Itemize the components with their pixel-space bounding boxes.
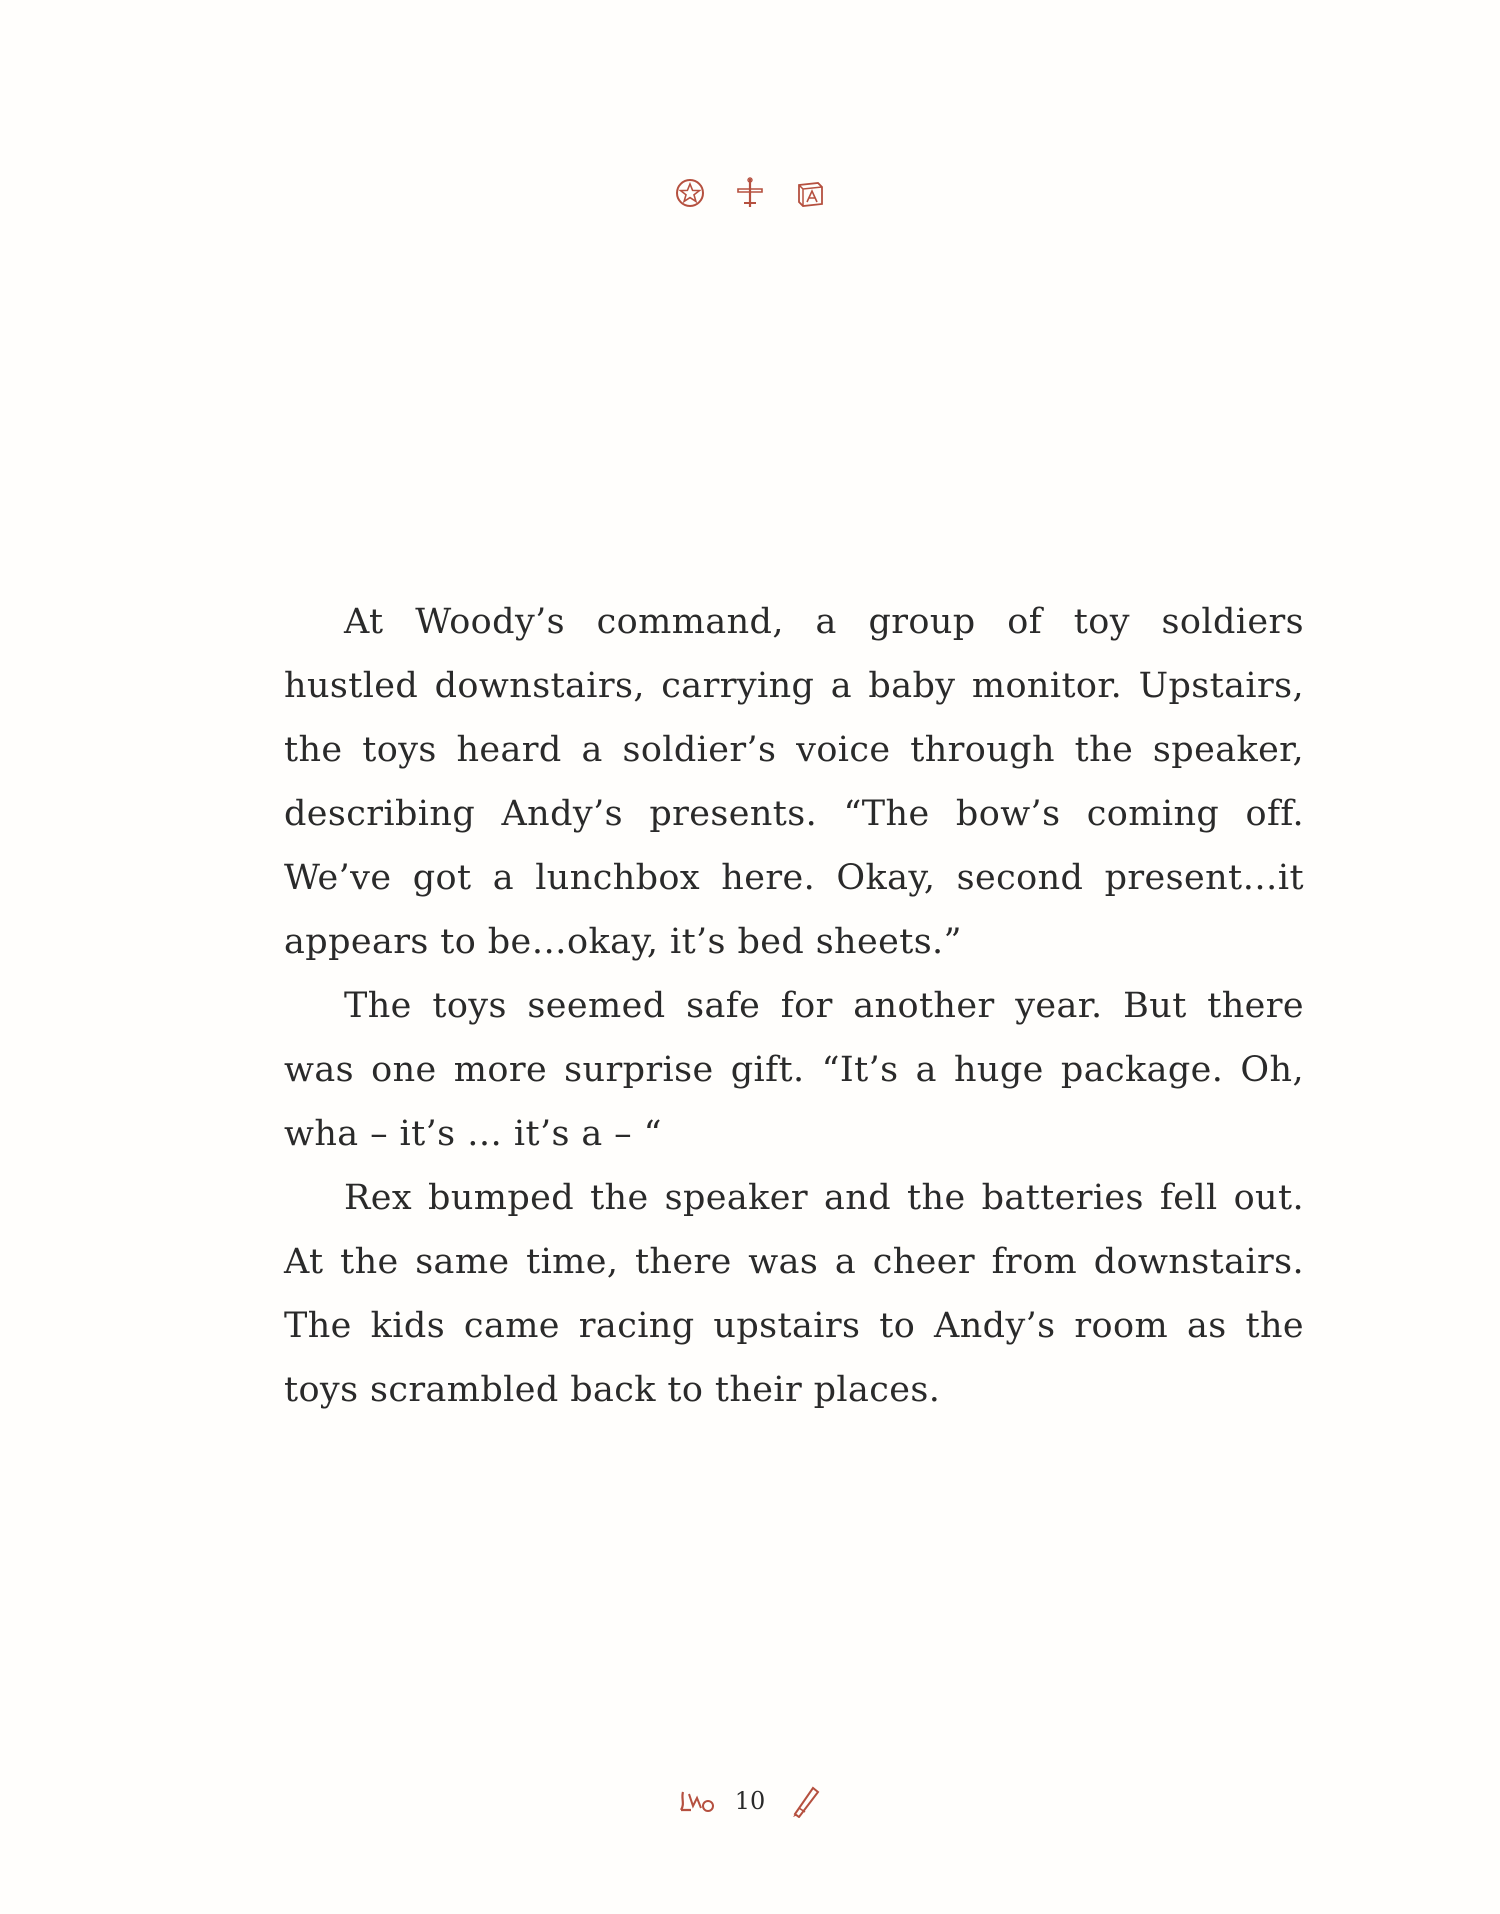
story-text — [284, 590, 1304, 1422]
star-badge-icon — [673, 176, 707, 210]
paragraph: At Woody’s command, a group of toy soldiers hustled downstairs, carrying a baby monitor. Upstairs, the toys heard a soldier’s voice through the speaker, describing Andy’s presents. “The bow’s coming off. We’ve got a lunchbox here. Okay, second present…it appears to be…okay, it’s bed sheets.” — [284, 602, 1304, 962]
paragraph: The toys seemed safe for another year. But there was one more surprise gift. “It’s a huge package. Oh, wha – it’s … it’s a – “ — [284, 986, 1304, 1154]
airplane-icon — [733, 176, 767, 210]
page-footer — [0, 1784, 1500, 1818]
cowboy-boot-spur-icon — [675, 1784, 717, 1818]
page-number: 10 — [734, 1787, 766, 1815]
paragraph: Rex bumped the speaker and the batteries fell out. At the same time, there was a cheer from downstairs. The kids came racing upstairs to Andy’s room as the toys scrambled back to their places. — [284, 1178, 1304, 1410]
crayon-icon — [783, 1784, 825, 1818]
header-ornaments — [0, 176, 1500, 210]
letter-block-icon — [793, 176, 827, 210]
